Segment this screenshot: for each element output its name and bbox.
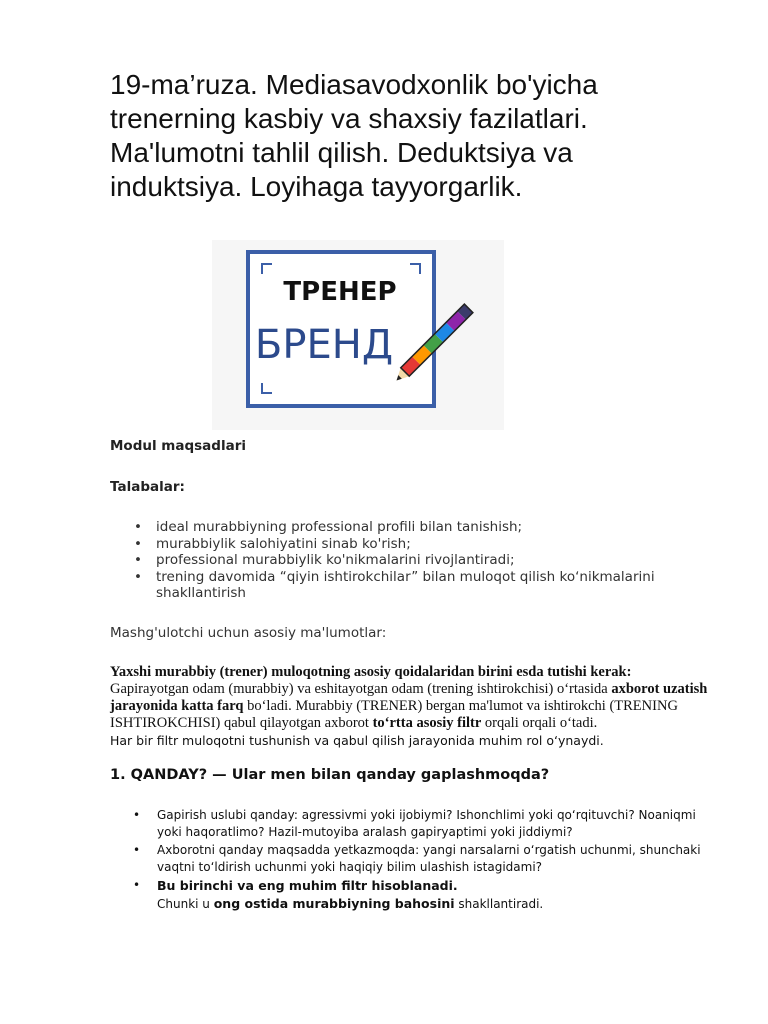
- para-text-3: orqali orqali oʻtadi.: [481, 715, 598, 731]
- list-item: • murabbiylik salohiyatini sinab ko'rish;: [156, 536, 716, 553]
- para-text-2: boʻladi. Murabbiy (TRENER) bergan ma'lumot va ishtirokchi (TRENING ISHTIROKCHISI) qabul qilayotgan axborot: [110, 698, 678, 731]
- list-item-bold: Bu birinchi va eng muhim filtr hisoblanadi.: [157, 878, 458, 893]
- list-item: • professional murabbiylik ko'nikmalarini rivojlantiradi;: [156, 552, 716, 569]
- para-bold-1: axborot uzatish jarayonida katta farq: [110, 681, 708, 714]
- students-heading: Talabalar:: [110, 479, 185, 495]
- list-item-text: Chunki u: [157, 897, 214, 911]
- para-lead: Yaxshi murabbiy (trener) muloqotning asosiy qoidalaridan birini esda tutishi kerak:: [110, 664, 632, 680]
- key-paragraph: [110, 664, 720, 750]
- intro-text: Mashg'ulotchi uchun asosiy ma'lumotlar:: [110, 625, 387, 641]
- trener-brend-image: [212, 240, 504, 430]
- trener-brend-illustration: [212, 240, 504, 430]
- list-item: • Gapirish uslubi qanday: agressivmi yoki ijobiymi? Ishonchlimi yoki qoʻrqituvchi? Noaniqmi yoki haqoratlimo? Hazil-mutoyiba aralash gapiryaptimi yoki jiddiymi?: [157, 807, 717, 841]
- para-text-1: Gapirayotgan odam (murabbiy) va eshitayotgan odam (trening ishtirokchisi) oʻrtasida: [110, 681, 612, 697]
- list-item-text: shakllantiradi.: [454, 897, 544, 911]
- list-item: • Axborotni qanday maqsadda yetkazmoqda: yangi narsalarni oʻrgatish uchunmi, shunchaki vaqtni toʻldirish uchunmi yoki haqiqiy bilim ulashish istagidami?: [157, 842, 717, 876]
- section-list: [157, 807, 717, 914]
- page-title: 19-ma’ruza. Mediasavodxonlik bo'yicha trenerning kasbiy va shaxsiy fazilatlari. Ma'lumotni tahlil qilish. Deduktsiya va induktsiya. Loyihaga tayyorgarlik.: [110, 69, 598, 202]
- modul-heading: Modul maqsadlari: [110, 438, 246, 454]
- word-top: TPEHEP: [283, 277, 397, 307]
- list-item-bold: ong ostida murabbiyning bahosini: [213, 896, 455, 911]
- list-item: • trening davomida “qiyin ishtirokchilar” bilan muloqot qilish koʻnikmalarini shakllantirish: [156, 569, 716, 602]
- section-heading: 1. QANDAY? — Ular men bilan qanday gaplashmoqda?: [110, 767, 550, 783]
- list-item: • ideal murabbiyning professional profili bilan tanishish;: [156, 519, 716, 536]
- word-bottom: БРЕНД: [254, 322, 394, 368]
- goals-list: [156, 519, 716, 602]
- para-bold-2: toʻrtta asosiy filtr: [372, 715, 482, 731]
- list-item: [157, 877, 717, 913]
- para-text-4: Har bir filtr muloqotni tushunish va qabul qilish jarayonida muhim rol oʻynaydi.: [110, 733, 604, 748]
